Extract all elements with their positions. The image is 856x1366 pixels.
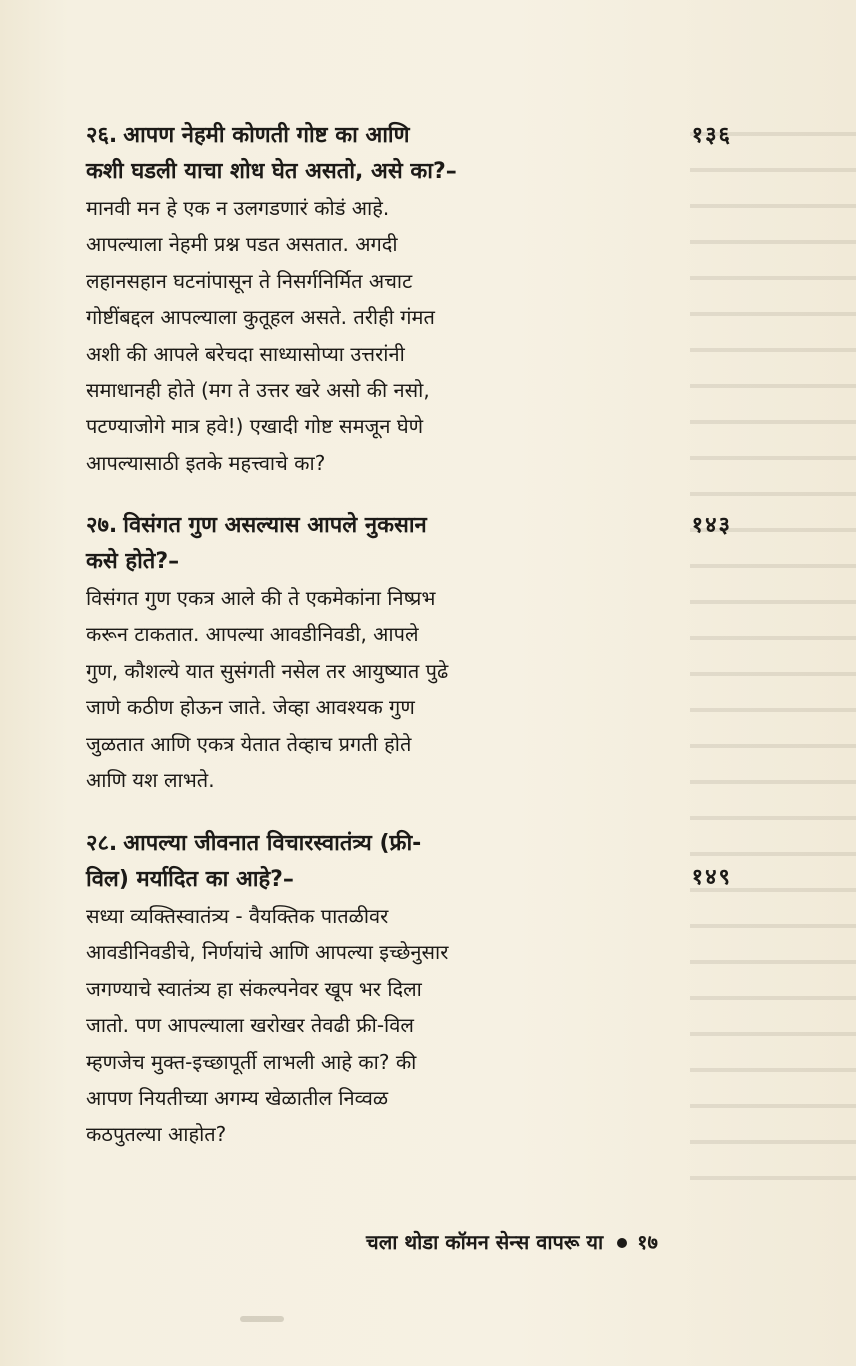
body-line: आपल्यासाठी इतके महत्त्वाचे का? <box>86 450 326 475</box>
heading-line <box>86 118 556 154</box>
body-line: सध्या व्यक्तिस्वातंत्र्य - वैयक्तिक पातळीवर <box>86 904 389 928</box>
body-line: लहानसहान घटनांपासून ते निसर्गनिर्मित अचाट <box>86 268 413 293</box>
heading-line: विल) मर्यादित का आहे?– <box>86 867 294 892</box>
body-line: जगण्याचे स्वातंत्र्य हा संकल्पनेवर खूप भर दिला <box>86 976 422 1001</box>
footer-book-title: चला थोडा कॉमन सेन्स वापरू या <box>366 1230 604 1254</box>
body-line: जाणे कठीण होऊन जाते. जेव्हा आवश्यक गुण <box>86 695 415 720</box>
bullet-icon <box>617 1238 627 1248</box>
entry-body <box>86 898 556 1153</box>
body-line: आणि यश लाभते. <box>86 768 215 793</box>
paper-speck <box>240 1316 284 1322</box>
body-line: करून टाकतात. आपल्या आवडीनिवडी, आपले <box>86 622 419 647</box>
entry-number: २६. <box>86 123 118 148</box>
faq-entry-28 <box>86 826 736 1153</box>
body-line: गुण, कौशल्ये यात सुसंगती नसेल तर आयुष्यात पुढे <box>86 658 449 683</box>
body-line: अशी की आपले बरेचदा साध्यासोप्या उत्तरांनी <box>86 341 405 366</box>
entry-number: २८. <box>86 831 118 856</box>
body-line: कठपुतल्या आहोत? <box>86 1122 227 1147</box>
body-line: पटण्याजोगे मात्र हवे!) एखादी गोष्ट समजून घेणे <box>86 414 424 439</box>
faq-entry-26 <box>86 118 736 481</box>
faq-entry-27 <box>86 508 736 798</box>
heading-text: आपल्या जीवनात विचारस्वातंत्र्य (फ्री- <box>123 831 422 856</box>
entry-number: २७. <box>86 513 118 538</box>
body-line: समाधानही होते (मग ते उत्तर खरे असो की नसो, <box>86 378 430 403</box>
entry-page-ref: १४९ <box>691 865 732 890</box>
page-footer <box>366 1226 746 1258</box>
body-line: विसंगत गुण एकत्र आले की ते एकमेकांना निष्प्रभ <box>86 586 436 610</box>
body-line: गोष्टींबद्दल आपल्याला कुतूहल असते. तरीही गंमत <box>86 305 435 330</box>
entry-heading <box>86 508 732 580</box>
heading-line: कशी घडली याचा शोध घेत असतो, असे का?– <box>86 159 457 184</box>
entry-page-ref: १३६ <box>691 123 732 148</box>
heading-line <box>86 508 556 544</box>
heading-line <box>86 826 556 862</box>
entry-heading <box>86 118 732 190</box>
body-line: आपल्याला नेहमी प्रश्न पडत असतात. अगदी <box>86 232 398 257</box>
heading-text: आपण नेहमी कोणती गोष्ट का आणि <box>123 123 410 148</box>
body-line: मानवी मन हे एक न उलगडणारं कोडं आहे. <box>86 196 390 220</box>
heading-line: कसे होते?– <box>86 549 180 574</box>
heading-text: विसंगत गुण असल्यास आपले नुकसान <box>123 513 427 538</box>
entry-body <box>86 190 556 481</box>
entry-heading <box>86 826 732 898</box>
body-line: आवडीनिवडीचे, निर्णयांचे आणि आपल्या इच्छेनुसार <box>86 940 449 965</box>
footer-page-number: १७ <box>637 1230 658 1254</box>
body-line: आपण नियतीच्या अगम्य खेळातील निव्वळ <box>86 1086 389 1111</box>
entry-body <box>86 580 556 798</box>
body-line: जुळतात आणि एकत्र येतात तेव्हाच प्रगती होते <box>86 731 412 756</box>
entry-page-ref: १४३ <box>691 513 732 538</box>
body-line: म्हणजेच मुक्त-इच्छापूर्ती लाभली आहे का? की <box>86 1049 417 1074</box>
body-line: जातो. पण आपल्याला खरोखर तेवढी फ्री-विल <box>86 1013 414 1038</box>
